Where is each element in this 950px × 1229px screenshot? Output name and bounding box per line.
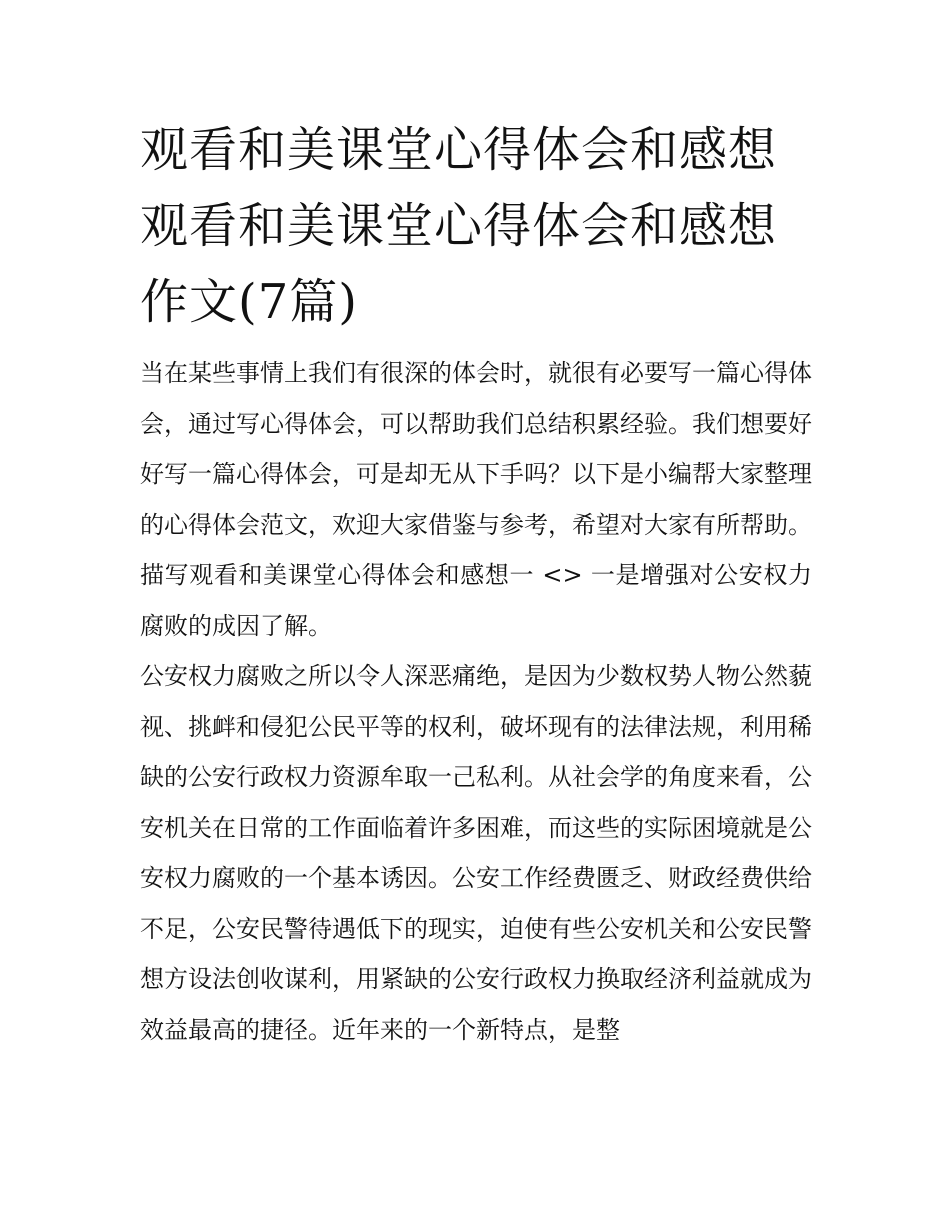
title-line-1: 观看和美课堂心得体会和感想 bbox=[140, 122, 778, 178]
document-content bbox=[140, 112, 812, 1055]
title-line-2: 观看和美课堂心得体会和感想 bbox=[140, 198, 778, 254]
section-heading-paragraph: 描写观看和美课堂心得体会和感想一 <> 一是增强对公安权力腐败的成因了解。 bbox=[140, 561, 812, 640]
body-paragraph: 公安权力腐败之所以令人深恶痛绝，是因为少数权势人物公然藐视、挑衅和侵犯公民平等的权利，破坏现有的法律法规，利用稀缺的公安行政权力资源牟取一己私利。从社会学的角度来看，公安机关在日常的工作面临着许多困难，而这些的实际困境就是公安权力腐败的一个基本诱因。公安工作经费匮乏、财政经费供给不足，公安民警待遇低下的现实，迫使有些公安机关和公安民警想方设法创收谋利，用紧缺的公安行政权力换取经济利益就成为效益最高的捷径。近年来的一个新特点，是整 bbox=[140, 662, 812, 1044]
intro-paragraph: 当在某些事情上我们有很深的体会时，就很有必要写一篇心得体会，通过写心得体会，可以帮助我们总结积累经验。我们想要好好写一篇心得体会，可是却无从下手吗？以下是小编帮大家整理的心得体会范文，欢迎大家借鉴与参考，希望对大家有所帮助。 bbox=[140, 359, 812, 539]
title-line-3: 作文(7篇) bbox=[140, 274, 358, 330]
document-title bbox=[140, 112, 812, 340]
